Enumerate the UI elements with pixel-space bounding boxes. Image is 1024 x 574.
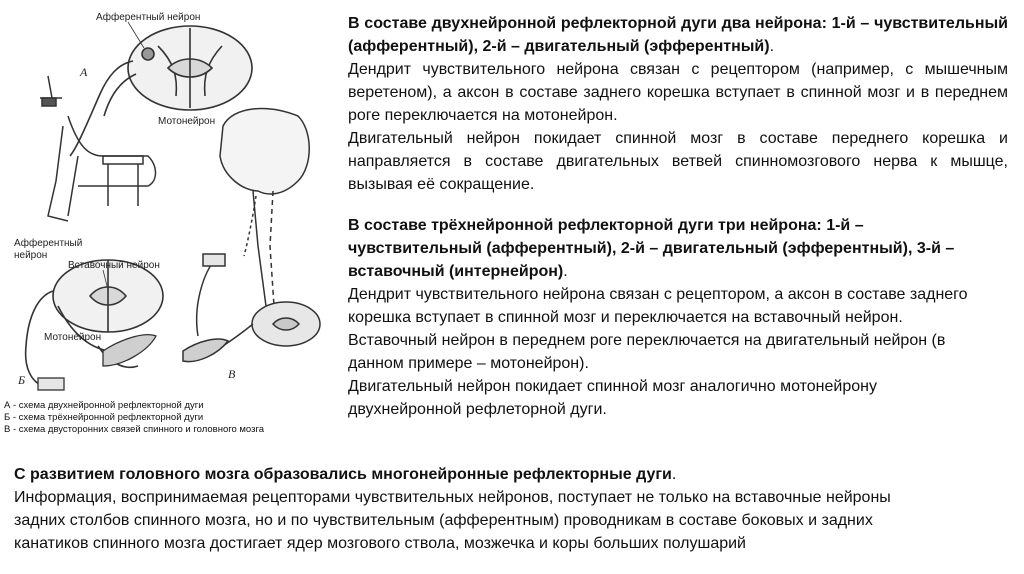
spinal-cord-section-v [183,254,320,362]
label-motoneuron-b: Мотонейрон [44,332,102,343]
multi-neuron-line-2: задних столбов спинного мозга, но и по чувствительным (афферентным) проводникам в составе боковых и задних [14,512,873,529]
caption-line-v: В - схема двусторонних связей спинного и головного мозга [4,424,265,435]
two-neuron-paragraph-2: Двигательный нейрон покидает спинной мозг в составе переднего корешка и направляется в составе двигательных ветвей спинномозгового нерва к мышце, вызывая её сокращение. [348,130,1008,193]
label-interneuron: Вставочный нейрон [68,260,160,271]
three-neuron-paragraph-2: Вставочный нейрон в переднем роге переключается на двигательный нейрон (в данном примере – мотонейрон). [348,332,946,372]
three-neuron-heading [348,214,988,283]
multi-neuron-heading-bold: С развитием головного мозга образовались многонейронные рефлекторные дуги [14,466,672,483]
three-neuron-heading-bold: В составе трёхнейронной рефлекторной дуги три нейрона: 1-й – чувствительный (афферентный), 2-й – двигательный (эфферентный), 3-й – вставочный (интернейрон) [348,217,955,280]
three-neuron-paragraph-1: Дендрит чувствительного нейрона связан с рецептором, а аксон в составе заднего корешка вступает в спинной мозг и переключается на вставочный нейрон. [348,286,968,326]
three-neuron-arc-section [348,214,988,421]
reflex-arc-figure [8,6,336,452]
two-neuron-paragraph-1: Дендрит чувствительного нейрона связан с рецептором (например, с мышечным веретеном), а аксон в составе заднего корешка вступает в спинной мозг и в переднем роге переключается на мотонейрон. [348,61,1008,124]
label-afferent-neuron-b-1: Афферентный [14,238,83,249]
two-neuron-heading-bold: В составе двухнейронной рефлекторной дуги два нейрона: 1-й – чувствительный (афферентный), 2-й – двигательный (эфферентный) [348,15,1008,55]
two-neuron-arc-section [348,12,1008,196]
label-letter-a: А [80,65,88,79]
reflex-arc-diagram [8,6,336,452]
caption-line-a: А - схема двухнейронной рефлекторной дуги [4,400,204,411]
multi-neuron-arc-section [14,463,1014,555]
label-letter-b: Б [18,373,26,387]
label-afferent-neuron-b-2: нейрон [14,250,48,261]
brain-illustration [220,109,309,306]
label-motoneuron-a: Мотонейрон [158,116,216,127]
two-neuron-heading [348,12,1008,58]
caption-line-b: Б - схема трёхнейронной рефлекторной дуги [4,412,204,423]
multi-neuron-line-1: Информация, воспринимаемая рецепторами чувствительных нейронов, поступает не только на вставочные нейроны [14,489,891,506]
two-neuron-heading-tail: . [769,38,775,55]
multi-neuron-line-3: канатиков спинного мозга достигает ядер мозгового ствола, мозжечка и коры больших полушарий [14,535,746,552]
spinal-cord-section-b [26,260,163,386]
multi-neuron-heading [14,463,1014,486]
three-neuron-heading-tail: . [563,263,568,280]
label-afferent-neuron-a: Афферентный нейрон [96,12,201,23]
figure-caption [4,400,264,436]
three-neuron-paragraph-3: Двигательный нейрон покидает спинной мозг аналогично мотонейрону двухнейронной рефлеторной дуги. [348,378,877,418]
label-letter-v: В [228,367,236,381]
multi-neuron-heading-tail: . [671,466,677,483]
